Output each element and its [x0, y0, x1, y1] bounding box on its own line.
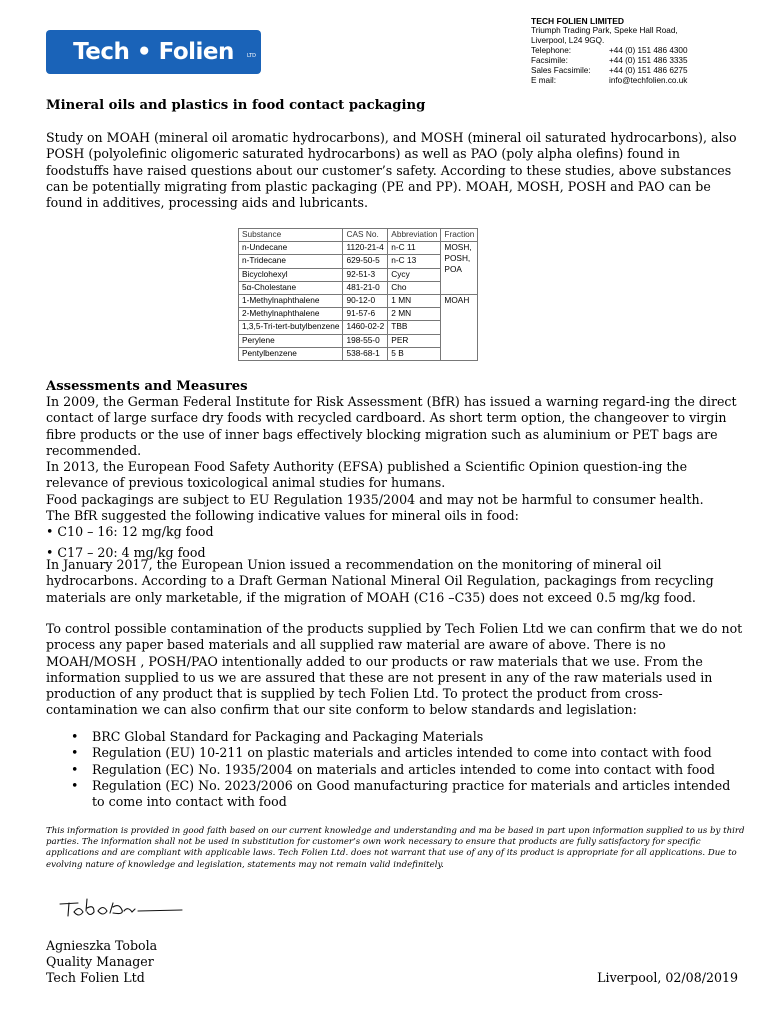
list-item — [46, 729, 746, 745]
cell-cas: 90-12-0 — [343, 294, 388, 307]
contact-sales-fax — [531, 66, 756, 76]
cell-cas: 198-55-0 — [343, 334, 388, 347]
contact-fax — [531, 56, 756, 66]
cell-substance: 1,3,5-Tri-tert-butylbenzene — [239, 321, 343, 334]
cell-substance: Bicyclohexyl — [239, 268, 343, 281]
cell-cas: 92-51-3 — [343, 268, 388, 281]
signer-block — [46, 938, 157, 986]
company-logo — [46, 30, 261, 74]
table-row — [239, 242, 478, 255]
contact-label: Telephone: — [531, 46, 572, 55]
cell-substance: n-Undecane — [239, 242, 343, 255]
cell-substance: 2-Methylnaphthalene — [239, 308, 343, 321]
standards-list — [46, 729, 746, 810]
contact-label: E mail: — [531, 76, 557, 85]
table-header-row — [239, 229, 478, 242]
standard-text: Regulation (EU) 10-211 on plastic materials and articles intended to come into contact with food — [92, 745, 712, 761]
assessment-line: Food packagings are subject to EU Regulation 1935/2004 and may not be harmful to consumer health. — [46, 491, 704, 507]
cell-cas: 538-68-1 — [343, 347, 388, 360]
contact-label: Sales Facsimile: — [531, 66, 591, 75]
signature-image — [58, 895, 188, 921]
cell-abbreviation: PER — [388, 334, 441, 347]
signer-name: Agnieszka Tobola — [46, 938, 158, 953]
cell-abbreviation: TBB — [388, 321, 441, 334]
cell-cas: 1120-21-4 — [343, 242, 388, 255]
header-cas: CAS No. — [343, 229, 388, 242]
standard-text: Regulation (EC) No. 1935/2004 on materials and articles intended to come into contact with food — [92, 761, 715, 777]
contact-label: Facsimile: — [531, 56, 568, 65]
fraction-line: MOSH, — [444, 242, 472, 253]
table-row — [239, 294, 478, 307]
substances-table — [238, 228, 478, 361]
cell-substance: Pentylbenzene — [239, 347, 343, 360]
place-date: Liverpool, 02/08/2019 — [597, 970, 738, 985]
fraction-line: POA — [444, 264, 462, 275]
control-paragraph: To control possible contamination of the products supplied by Tech Folien Ltd we can confirm that we do not process any paper based materials and all supplied raw material are aware of above. There is no MOAH/MOSH , POSH/PAO intentionally added to our products or raw materials that we use. From the information supplied to us we are assured that these are not present in any of the raw materials used in production of any product that is supplied by tech Folien Ltd. To protect the product from cross-contamination we can also confirm that our site conform to below standards and legislation: — [46, 621, 743, 718]
cell-fraction-group2: MOAH — [441, 294, 478, 360]
assessment-line: In 2009, the German Federal Institute for Risk Assessment (BfR) has issued a warning regard-ing the direct contact of large surface dry foods with recycled cardboard. As short term option, the changeover to virgin fibre products or the use of inner bags effectively blocking migration such as aluminium or PET bags are recommended. — [46, 394, 737, 458]
signer-role: Quality Manager — [46, 954, 154, 969]
cell-fraction-group1 — [441, 242, 478, 295]
company-name: TECH FOLIEN LIMITED — [531, 16, 625, 26]
indicative-value: • C17 – 20: 4 mg/kg food — [46, 544, 206, 560]
header-abbreviation: Abbreviation — [388, 229, 441, 242]
cell-substance: 5α-Cholestane — [239, 281, 343, 294]
bullet-icon: • — [71, 777, 79, 793]
signer-company: Tech Folien Ltd — [46, 970, 145, 985]
assessments-body — [46, 394, 746, 561]
document-title: Mineral oils and plastics in food contact packaging — [46, 98, 426, 113]
standard-text: BRC Global Standard for Packaging and Packaging Materials — [92, 729, 484, 744]
cell-abbreviation: 2 MN — [388, 308, 441, 321]
header-fraction: Fraction — [441, 229, 478, 242]
header-substance: Substance — [239, 229, 343, 242]
address-line-2: Liverpool, L24 9GQ. — [531, 36, 605, 45]
contact-email — [531, 76, 756, 86]
logo-ltd: LTD — [247, 53, 257, 59]
standard-text: Regulation (EC) No. 2023/2006 on Good manufacturing practice for materials and articles intended to come into contact with food — [92, 777, 731, 810]
assessment-line: The BfR suggested the following indicative values for mineral oils in food: — [46, 508, 519, 524]
intro-paragraph: Study on MOAH (mineral oil aromatic hydrocarbons), and MOSH (mineral oil saturated hydrocarbons), also POSH (polyolefinic oligomeric saturated hydrocarbons) as well as PAO (poly alpha olefins) found in foodstuffs have raised questions about our customer’s safety. According to these studies, above substances can be potentially migrating from plastic packaging (PE and PP). MOAH, MOSH, POSH and PAO can be found in additives, processing aids and lubricants. — [46, 130, 737, 211]
cell-cas: 91-57-6 — [343, 308, 388, 321]
eu-recommendation-paragraph: In January 2017, the European Union issued a recommendation on the monitoring of mineral oil hydrocarbons. According to a Draft German National Mineral Oil Regulation, packagings from recycling materials are only marketable, if the migration of MOAH (C16 –C35) does not exceed 0.5 mg/kg food. — [46, 557, 714, 605]
bullet-icon: • — [71, 761, 79, 777]
indicative-value: • C10 – 16: 12 mg/kg food — [46, 524, 214, 540]
contact-value: info@techfolien.co.uk — [609, 76, 688, 85]
cell-substance: n-Tridecane — [239, 255, 343, 268]
assessments-heading: Assessments and Measures — [46, 379, 248, 394]
cell-abbreviation: Cycy — [388, 268, 441, 281]
logo-text: Tech • Folien — [73, 39, 234, 65]
list-item — [46, 778, 746, 811]
contact-value: +44 (0) 151 486 4300 — [609, 46, 688, 55]
list-item — [46, 762, 746, 778]
cell-abbreviation: Cho — [388, 281, 441, 294]
assessment-line: In 2013, the European Food Safety Authority (EFSA) published a Scientific Opinion question-ing the relevance of previous toxicological animal studies for humans. — [46, 459, 688, 491]
fraction-line: POSH, — [444, 253, 471, 264]
cell-cas: 629-50-5 — [343, 255, 388, 268]
cell-abbreviation: 1 MN — [388, 294, 441, 307]
contact-value: +44 (0) 151 486 3335 — [609, 56, 688, 65]
cell-cas: 1460-02-2 — [343, 321, 388, 334]
bullet-icon: • — [71, 729, 79, 744]
disclaimer-text: This information is provided in good faith based on our current knowledge and understanding and ma be based in part upon information supplied to us by third parties. The information shall not be used in substitution for customer’s own work necessary to ensure that products are fully satisfactory for specific applications and are compliant with applicable laws. Tech Folien Ltd. does not warrant that use of any of its product is appropriate for all applications. Due to evolving nature of knowledge and legislation, statements may not remain valid indefinitely. — [46, 826, 745, 870]
cell-cas: 481-21-0 — [343, 281, 388, 294]
cell-abbreviation: 5 B — [388, 347, 441, 360]
address-line-1: Triumph Trading Park, Speke Hall Road, — [531, 26, 678, 35]
list-item — [46, 745, 746, 761]
contact-telephone — [531, 46, 756, 56]
cell-substance: 1-Methylnaphthalene — [239, 294, 343, 307]
cell-abbreviation: n-C 11 — [388, 242, 441, 255]
contact-value: +44 (0) 151 486 6275 — [609, 66, 688, 75]
company-letterhead — [531, 16, 756, 86]
cell-abbreviation: n-C 13 — [388, 255, 441, 268]
cell-substance: Perylene — [239, 334, 343, 347]
bullet-icon: • — [71, 745, 79, 761]
